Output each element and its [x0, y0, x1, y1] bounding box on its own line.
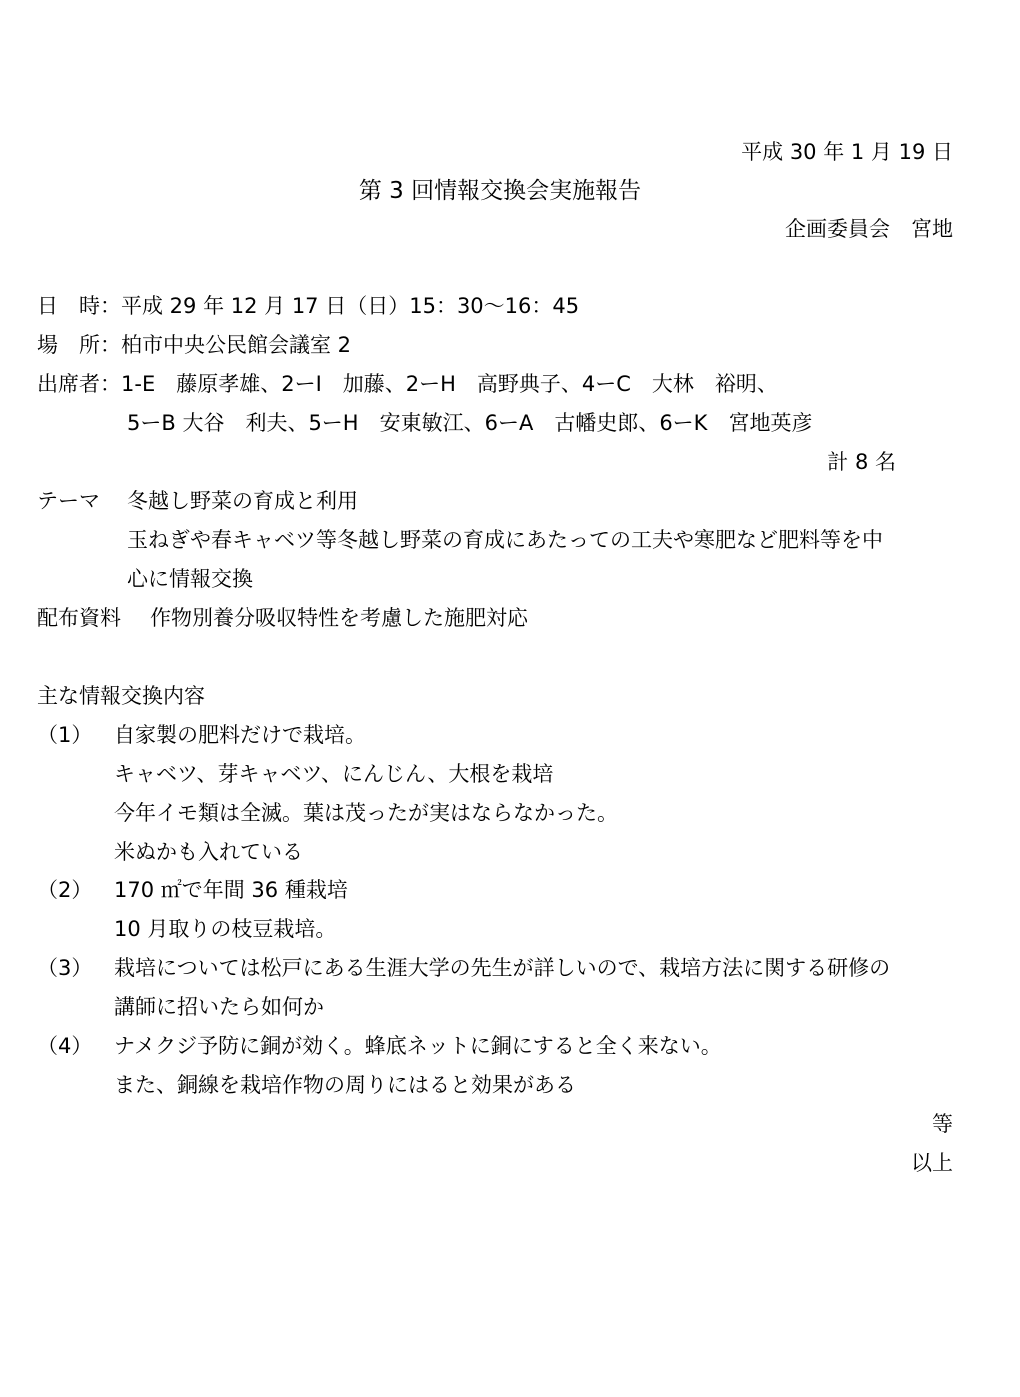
datetime-value: 平成 29 年 12 月 17 日（日）15：30～16：45 — [121, 294, 580, 318]
content-heading: 主な情報交換内容 — [37, 684, 205, 708]
materials-label: 配布資料 — [37, 606, 121, 630]
item-1-line-4: 米ぬかも入れている — [114, 840, 303, 864]
item-3-line-1: 栽培については松戸にある生涯大学の先生が詳しいので、栽培方法に関する研修の — [114, 956, 891, 980]
item-1 — [37, 720, 366, 750]
theme-value: 冬越し野菜の育成と利用 — [127, 489, 358, 513]
attendees-row — [37, 369, 778, 399]
end-mark: 以上 — [911, 1151, 953, 1175]
materials-value: 作物別養分吸収特性を考慮した施肥対応 — [150, 606, 528, 630]
theme-label: テーマ — [37, 489, 100, 513]
place-row — [37, 330, 351, 360]
attendees-line-1: 1-E 藤原孝雄、2ーI 加藤、2ーH 高野典子、4ーC 大林 裕明、 — [121, 372, 778, 396]
report-title: 第 3 回情報交換会実施報告 — [358, 178, 642, 204]
item-1-number: （1） — [37, 723, 93, 747]
item-4-number: （4） — [37, 1034, 93, 1058]
item-1-line-2: キャベツ、芽キャベツ、にんじん、大根を栽培 — [114, 762, 554, 786]
theme-description-1: 玉ねぎや春キャベツ等冬越し野菜の育成にあたっての工夫や寒肥など肥料等を中 — [127, 528, 883, 552]
materials-row — [37, 603, 528, 633]
item-2 — [37, 875, 348, 905]
datetime-label: 日 時： — [37, 294, 121, 318]
etc-mark: 等 — [932, 1112, 953, 1136]
datetime-row — [37, 291, 579, 321]
item-2-line-2: 10 月取りの枝豆栽培。 — [114, 917, 337, 941]
item-3-number: （3） — [37, 956, 93, 980]
item-2-line-1: 170 ㎡で年間 36 種栽培 — [114, 878, 348, 902]
item-1-line-3: 今年イモ類は全滅。葉は茂ったが実はならなかった。 — [114, 801, 618, 825]
item-3 — [37, 953, 890, 983]
item-3-line-2: 講師に招いたら如何か — [114, 995, 324, 1019]
place-value: 柏市中央公民館会議室 2 — [121, 333, 352, 357]
report-author: 企画委員会 宮地 — [785, 217, 953, 241]
item-4-line-2: また、銅線を栽培作物の周りにはると効果がある — [114, 1073, 576, 1097]
theme-row — [37, 486, 358, 516]
item-2-number: （2） — [37, 878, 93, 902]
place-label: 場 所： — [37, 333, 121, 357]
attendees-total: 計 8 名 — [827, 450, 896, 474]
item-1-line-1: 自家製の肥料だけで栽培。 — [114, 723, 366, 747]
attendees-line-2: 5ーB 大谷 利夫、5ーH 安東敏江、6ーA 古幡史郎、6ーK 宮地英彦 — [127, 411, 813, 435]
attendees-label: 出席者： — [37, 372, 121, 396]
item-4 — [37, 1031, 722, 1061]
report-date: 平成 30 年 1 月 19 日 — [741, 140, 953, 164]
item-4-line-1: ナメクジ予防に銅が効く。蜂底ネットに銅にすると全く来ない。 — [114, 1034, 722, 1058]
theme-description-2: 心に情報交換 — [127, 567, 253, 591]
